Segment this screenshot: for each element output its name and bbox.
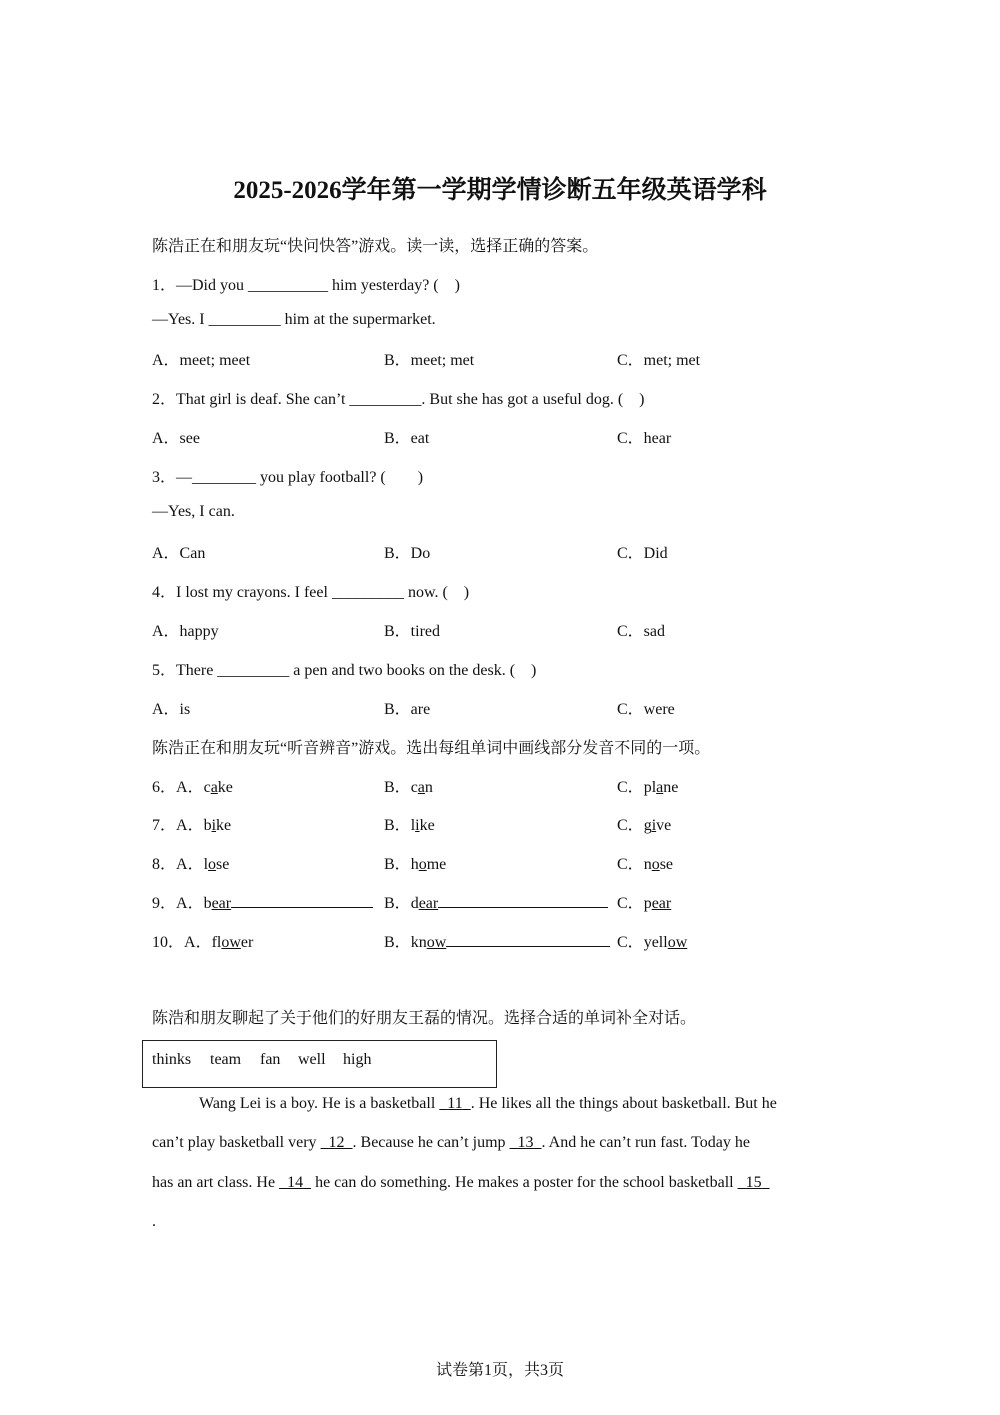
q2-option-a: A．see bbox=[152, 430, 200, 447]
section-1-instruction: 陈浩正在和朋友玩“快问快答”游戏。读一读，选择正确的答案。 bbox=[152, 238, 599, 255]
q8-option-c: C．nose bbox=[617, 856, 674, 873]
q7-option-b: B．like bbox=[384, 817, 435, 834]
question-1: 1．—Did you __________ him yesterday? ( ) bbox=[152, 277, 460, 294]
section-3-instruction: 陈浩和朋友聊起了关于他们的好朋友王磊的情况。选择合适的单词补全对话。 bbox=[152, 1010, 697, 1027]
question-10: 10．A．flower bbox=[152, 934, 254, 951]
question-4: 4．I lost my crayons. I feel _________ now. ( ) bbox=[152, 584, 470, 601]
word-bank-item: well bbox=[298, 1051, 326, 1068]
word-bank-item: team bbox=[210, 1051, 242, 1068]
page-title: 2025-2026学年第一学期学情诊断五年级英语学科 bbox=[233, 177, 767, 204]
word-bank-item: thinks bbox=[152, 1051, 192, 1068]
q6-option-c: C．plane bbox=[617, 779, 679, 796]
q1-option-b: B．meet; met bbox=[384, 352, 475, 369]
word-bank-box bbox=[142, 1040, 497, 1088]
q3-option-b: B．Do bbox=[384, 545, 431, 562]
q9-option-c: C．pear bbox=[617, 895, 672, 912]
q1-option-a: A．meet; meet bbox=[152, 352, 251, 369]
word-bank-item: fan bbox=[260, 1051, 281, 1068]
word-bank-item: high bbox=[343, 1051, 372, 1068]
q4-option-c: C．sad bbox=[617, 623, 666, 640]
question-8: 8．A．lose bbox=[152, 856, 230, 873]
passage-line-3: has an art class. He 14 he can do something. He makes a poster for the school basketball 15 bbox=[152, 1174, 762, 1191]
question-3-reply: —Yes, I can. bbox=[152, 503, 235, 520]
passage-line-4: . bbox=[152, 1213, 156, 1230]
q6-option-b: B．can bbox=[384, 779, 433, 796]
section-2-instruction: 陈浩正在和朋友玩“听音辨音”游戏。选出每组单词中画线部分发音不同的一项。 bbox=[152, 740, 711, 757]
passage-line-2: can’t play basketball very 12 . Because he can’t jump 13 . And he can’t run fast. Today he bbox=[152, 1134, 750, 1151]
q3-option-a: A．Can bbox=[152, 545, 206, 562]
q2-option-b: B．eat bbox=[384, 430, 430, 447]
q7-option-c: C．give bbox=[617, 817, 672, 834]
question-9: 9．A．bear bbox=[152, 890, 373, 913]
q8-option-b: B．home bbox=[384, 856, 447, 873]
q4-option-b: B．tired bbox=[384, 623, 440, 640]
q5-option-c: C．were bbox=[617, 701, 675, 718]
question-5: 5．There _________ a pen and two books on the desk. ( ) bbox=[152, 662, 537, 679]
question-6: 6．A．cake bbox=[152, 779, 233, 796]
q10-option-b: B．know bbox=[384, 929, 610, 952]
q9-option-b: B．dear bbox=[384, 890, 608, 913]
q10-option-c: C．yellow bbox=[617, 934, 688, 951]
question-3: 3．—________ you play football? ( ) bbox=[152, 469, 424, 486]
question-1-reply: —Yes. I _________ him at the supermarket. bbox=[152, 311, 436, 328]
q4-option-a: A．happy bbox=[152, 623, 219, 640]
question-7: 7．A．bike bbox=[152, 817, 232, 834]
question-2: 2．That girl is deaf. She can’t _________. But she has got a useful dog. ( ) bbox=[152, 391, 645, 408]
q5-option-a: A．is bbox=[152, 701, 191, 718]
passage-line-1: Wang Lei is a boy. He is a basketball 11 . He likes all the things about basketball. But he bbox=[199, 1095, 777, 1112]
q2-option-c: C．hear bbox=[617, 430, 672, 447]
q5-option-b: B．are bbox=[384, 701, 431, 718]
q1-option-c: C．met; met bbox=[617, 352, 701, 369]
page-footer: 试卷第1页，共3页 bbox=[435, 1362, 564, 1379]
q3-option-c: C．Did bbox=[617, 545, 668, 562]
